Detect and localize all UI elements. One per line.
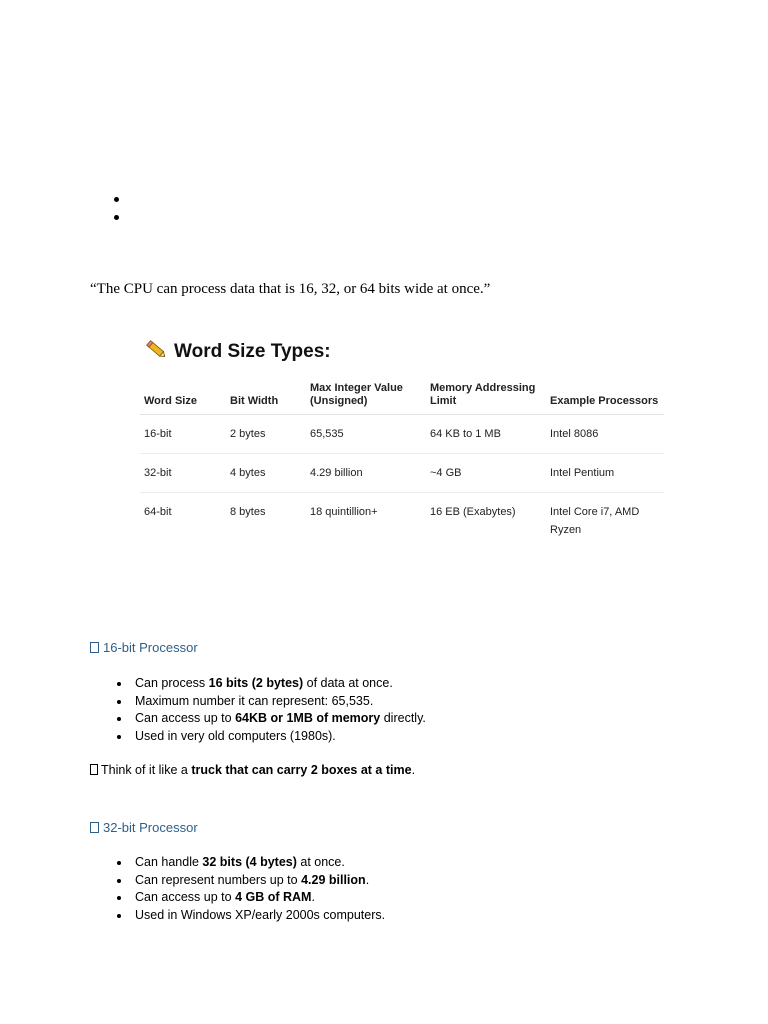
bullet-dot: [117, 914, 121, 918]
header-bit-width: Bit Width: [226, 378, 306, 415]
table-row: [140, 415, 664, 454]
list-item-bold: 4.29 billion: [301, 872, 366, 887]
list-item-text: Used in very old computers (1980s).: [135, 728, 336, 743]
missing-glyph-icon: [90, 822, 99, 833]
table-row: [140, 493, 664, 550]
list-item-text: Used in Windows XP/early 2000s computers.: [135, 907, 386, 922]
list-item-text: Can process: [135, 676, 209, 690]
table-cell: 2 bytes: [226, 415, 306, 454]
list-item-bold: 16 bits (2 bytes): [208, 676, 304, 690]
word-size-title: Word Size Types:: [174, 341, 331, 362]
bullet-dot: [117, 896, 121, 900]
list-item: [113, 694, 426, 712]
section-32bit-list: [113, 855, 385, 925]
list-item: [113, 711, 426, 729]
missing-glyph-icon: [90, 764, 98, 775]
table-row: [140, 454, 664, 493]
section-32bit-title: [90, 820, 198, 835]
table-cell: 16-bit: [140, 415, 226, 454]
section-32bit-title-text: 32-bit Processor: [103, 820, 198, 835]
table-cell: 16 EB (Exabytes): [430, 506, 516, 518]
missing-glyph-icon: [90, 642, 99, 653]
header-word-size: Word Size: [140, 378, 226, 415]
list-item: [113, 676, 426, 694]
note-bold: truck that can carry 2 boxes at a time: [191, 763, 412, 777]
table-cell: 8 bytes: [230, 506, 266, 518]
table-cell: Intel Pentium: [546, 454, 664, 493]
bullet-dot: [117, 879, 121, 883]
table-cell: 65,535: [306, 415, 426, 454]
bullet-dot: [117, 682, 121, 686]
pencil-icon: [146, 340, 168, 366]
list-item: [113, 855, 385, 873]
table-header-row: [140, 378, 664, 415]
word-size-heading: [146, 340, 331, 366]
list-item-text: Can access up to: [135, 890, 236, 904]
table-cell: 18 quintillion+: [310, 506, 378, 518]
table-cell: 4 bytes: [226, 454, 306, 493]
bullet-dot: [117, 717, 121, 721]
table-cell: Intel 8086: [546, 415, 664, 454]
list-item: [113, 908, 385, 926]
quote-text: “The CPU can process data that is 16, 32, or 64 bits wide at once.”: [90, 281, 491, 297]
list-item-text: of data at once.: [303, 676, 393, 690]
list-item: [113, 873, 385, 891]
list-item-text: Can access up to: [135, 711, 236, 725]
list-item: [113, 890, 385, 908]
list-item-bold: 4 GB of RAM: [235, 890, 312, 904]
note-text: .: [411, 763, 416, 777]
note-text: Think of it like a: [101, 763, 192, 777]
list-item-text: .: [311, 890, 315, 904]
list-item-text: directly.: [380, 711, 426, 725]
table-cell: 64-bit: [144, 506, 172, 518]
list-item-text: .: [365, 872, 370, 887]
list-item-bold: 32 bits (4 bytes): [202, 855, 297, 869]
bullet-dot: [114, 215, 119, 220]
bullet-dot: [114, 197, 119, 202]
header-memory-limit: Memory Addressing Limit: [426, 378, 546, 415]
table-cell: 64 KB to 1 MB: [426, 415, 546, 454]
list-item-text: Maximum number it can represent: 65,535.: [135, 693, 374, 708]
header-max-integer: Max Integer Value (Unsigned): [306, 378, 426, 415]
table-cell: 32-bit: [140, 454, 226, 493]
bullet-dot: [117, 700, 121, 704]
bullet-dot: [117, 861, 121, 865]
bullet-dot: [117, 735, 121, 739]
header-example-processors: Example Processors: [546, 378, 664, 415]
word-size-table: [140, 378, 664, 549]
section-16bit-list: [113, 676, 426, 746]
list-item-text: Can handle: [135, 855, 203, 869]
table-cell: 4.29 billion: [306, 454, 426, 493]
table-cell: ~4 GB: [426, 454, 546, 493]
list-item-text: Can represent numbers up to: [135, 872, 302, 887]
truck-analogy-note: [90, 763, 415, 777]
list-item: [113, 729, 426, 747]
section-16bit-title-text: 16-bit Processor: [103, 640, 198, 655]
list-item-text: at once.: [296, 855, 345, 869]
table-cell: Intel Core i7, AMD Ryzen: [550, 506, 640, 536]
list-item-bold: 64KB or 1MB of memory: [235, 711, 381, 725]
section-16bit-title: [90, 640, 198, 655]
